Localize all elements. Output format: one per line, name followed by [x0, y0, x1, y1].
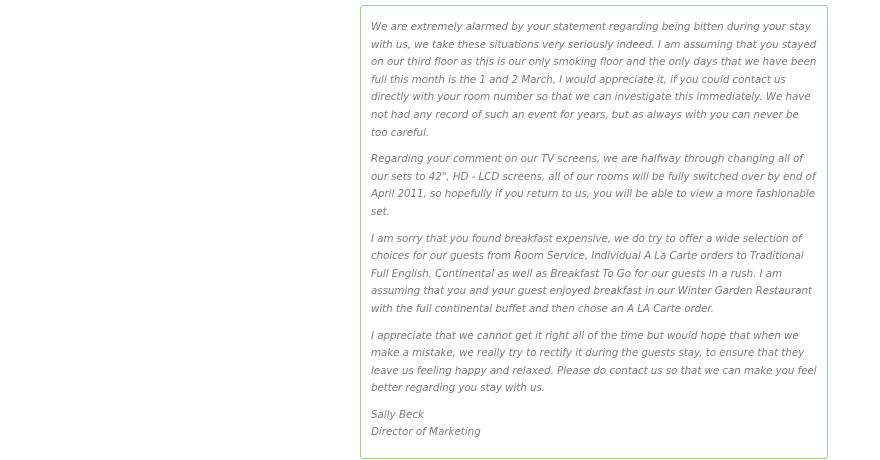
response-paragraph-2: Regarding your comment on our TV screens, we are halfway through changing all of our sets to 42", HD - LCD screens, all of our rooms will be fully switched over by end of April 2011, so hopefully if you return to us, you will be able to view a more fashionable set. [371, 153, 816, 218]
signature-block [371, 407, 817, 442]
response-paragraph-1: We are extremely alarmed by your statement regarding being bitten during your stay with us, we take these situations very seriously indeed. I am assuming that you stayed on our third floor as this is our only smoking floor and the only days that we have been full this month is the 1 and 2 March, I would appreciate it, if you could contact us directly with your room number so that we can investigate this immediately. We have not had any record of such an event for years, but as always with you can never be too careful. [371, 21, 817, 139]
signature-title: Director of Marketing [371, 426, 481, 439]
response-paragraph-3: I am sorry that you found breakfast expensive, we do try to offer a wide selection of choices for our guests from Room Service, Individual A La Carte orders to Traditional Full English, Continental as well as Breakfast To Go for our guests in a rush. I am assuming that you and your guest enjoyed breakfast in our Winter Garden Restaurant with the full continental buffet and then chose an A LA Carte order. [371, 232, 812, 315]
response-paragraph-4: I appreciate that we cannot get it right all of the time but would hope that when we make a mistake, we really try to rectify it during the guests stay, to ensure that they leave us feeling happy and relaxed. Please do contact us so that we can make you feel better regarding you stay with us. [371, 329, 817, 395]
management-response-box [360, 5, 828, 459]
signature-name: Sally Beck [371, 408, 424, 421]
